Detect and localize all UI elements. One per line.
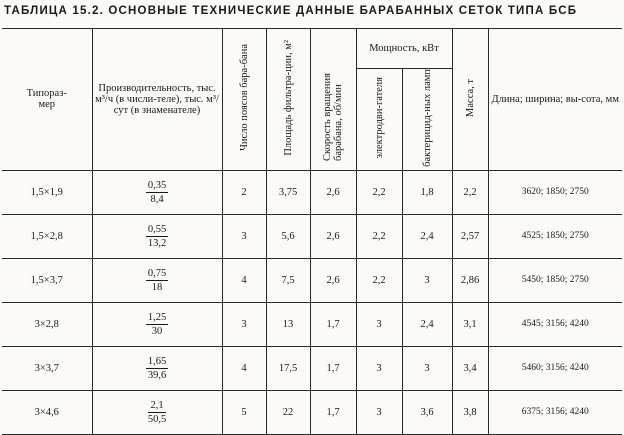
header-mass: Масса, т bbox=[452, 29, 488, 171]
productivity-fraction bbox=[146, 356, 168, 381]
cell-mass: 3,4 bbox=[452, 346, 488, 390]
table-row bbox=[2, 214, 622, 258]
productivity-denominator: 13,2 bbox=[147, 237, 167, 249]
specs-table bbox=[2, 28, 622, 435]
cell-motor: 3 bbox=[356, 302, 402, 346]
cell-area: 22 bbox=[266, 390, 310, 434]
cell-speed: 2,6 bbox=[310, 214, 356, 258]
cell-mass: 3,1 bbox=[452, 302, 488, 346]
cell-dims: 4525; 1850; 2750 bbox=[488, 214, 622, 258]
header-productivity: Производительность, тыс. м³/ч (в числи-теле), тыс. м³/сут (в знаменателе) bbox=[92, 29, 222, 171]
table-body bbox=[2, 170, 622, 434]
productivity-numerator: 1,65 bbox=[147, 355, 167, 367]
productivity-fraction bbox=[146, 268, 168, 293]
cell-area: 13 bbox=[266, 302, 310, 346]
table-caption: ТАБЛИЦА 15.2. ОСНОВНЫЕ ТЕХНИЧЕСКИЕ ДАННЫЕ БАРАБАННЫХ СЕТОК ТИПА БСБ bbox=[4, 5, 578, 17]
cell-speed: 1,7 bbox=[310, 390, 356, 434]
cell-dims: 5450; 1850; 2750 bbox=[488, 258, 622, 302]
cell-type: 1,5×3,7 bbox=[2, 258, 92, 302]
cell-belts: 5 bbox=[222, 390, 266, 434]
cell-type: 3×3,7 bbox=[2, 346, 92, 390]
header-type: Типораз- мер bbox=[2, 29, 92, 171]
cell-dims: 3620; 1850; 2750 bbox=[488, 170, 622, 214]
cell-dims: 6375; 3156; 4240 bbox=[488, 390, 622, 434]
cell-speed: 2,6 bbox=[310, 258, 356, 302]
cell-belts: 3 bbox=[222, 214, 266, 258]
cell-mass: 3,8 bbox=[452, 390, 488, 434]
header-power: Мощность, кВт bbox=[356, 29, 452, 69]
cell-motor: 2,2 bbox=[356, 214, 402, 258]
table-row bbox=[2, 390, 622, 434]
productivity-numerator: 1,25 bbox=[147, 311, 167, 323]
productivity-fraction bbox=[148, 400, 166, 425]
cell-belts: 2 bbox=[222, 170, 266, 214]
cell-dims: 5460; 3156; 4240 bbox=[488, 346, 622, 390]
cell-type: 1,5×1,9 bbox=[2, 170, 92, 214]
cell-area: 17,5 bbox=[266, 346, 310, 390]
cell-lamps: 3 bbox=[402, 346, 452, 390]
cell-belts: 4 bbox=[222, 346, 266, 390]
productivity-numerator: 0,35 bbox=[147, 179, 167, 191]
header-dims: Длина; ширина; вы-сота, мм bbox=[488, 29, 622, 171]
productivity-fraction bbox=[146, 180, 168, 205]
cell-motor: 2,2 bbox=[356, 258, 402, 302]
cell-lamps: 3 bbox=[402, 258, 452, 302]
cell-mass: 2,2 bbox=[452, 170, 488, 214]
cell-area: 5,6 bbox=[266, 214, 310, 258]
cell-type: 3×4,6 bbox=[2, 390, 92, 434]
cell-motor: 2,2 bbox=[356, 170, 402, 214]
header-lamps: бактерицид-ных ламп bbox=[402, 69, 452, 171]
cell-productivity bbox=[92, 346, 222, 390]
cell-belts: 4 bbox=[222, 258, 266, 302]
productivity-numerator: 0,55 bbox=[147, 223, 167, 235]
cell-lamps: 2,4 bbox=[402, 302, 452, 346]
header-belts: Число поясов бара-бана bbox=[222, 29, 266, 171]
cell-area: 7,5 bbox=[266, 258, 310, 302]
table-row bbox=[2, 170, 622, 214]
cell-productivity bbox=[92, 170, 222, 214]
productivity-fraction bbox=[146, 224, 168, 249]
cell-lamps: 1,8 bbox=[402, 170, 452, 214]
productivity-denominator: 39,6 bbox=[147, 369, 167, 381]
cell-productivity bbox=[92, 214, 222, 258]
productivity-numerator: 0,75 bbox=[147, 267, 167, 279]
productivity-fraction bbox=[146, 312, 168, 337]
cell-mass: 2,86 bbox=[452, 258, 488, 302]
cell-area: 3,75 bbox=[266, 170, 310, 214]
cell-type: 3×2,8 bbox=[2, 302, 92, 346]
cell-mass: 2,57 bbox=[452, 214, 488, 258]
cell-type: 1,5×2,8 bbox=[2, 214, 92, 258]
header-motor: электродви-гателя bbox=[356, 69, 402, 171]
table-row bbox=[2, 258, 622, 302]
cell-speed: 2,6 bbox=[310, 170, 356, 214]
cell-speed: 1,7 bbox=[310, 302, 356, 346]
cell-lamps: 3,6 bbox=[402, 390, 452, 434]
productivity-denominator: 30 bbox=[151, 325, 163, 337]
cell-dims: 4545; 3156; 4240 bbox=[488, 302, 622, 346]
cell-lamps: 2,4 bbox=[402, 214, 452, 258]
header-area: Площадь фильтра-ции, м² bbox=[266, 29, 310, 171]
cell-belts: 3 bbox=[222, 302, 266, 346]
cell-speed: 1,7 bbox=[310, 346, 356, 390]
cell-motor: 3 bbox=[356, 390, 402, 434]
cell-motor: 3 bbox=[356, 346, 402, 390]
table-row bbox=[2, 346, 622, 390]
cell-productivity bbox=[92, 390, 222, 434]
productivity-denominator: 50,5 bbox=[147, 413, 167, 425]
productivity-denominator: 8,4 bbox=[150, 193, 164, 205]
header-speed: Скорость вращения барабана, об/мин bbox=[310, 29, 356, 171]
productivity-numerator: 2,1 bbox=[148, 400, 166, 413]
productivity-denominator: 18 bbox=[151, 281, 163, 293]
table-row bbox=[2, 302, 622, 346]
cell-productivity bbox=[92, 302, 222, 346]
cell-productivity bbox=[92, 258, 222, 302]
